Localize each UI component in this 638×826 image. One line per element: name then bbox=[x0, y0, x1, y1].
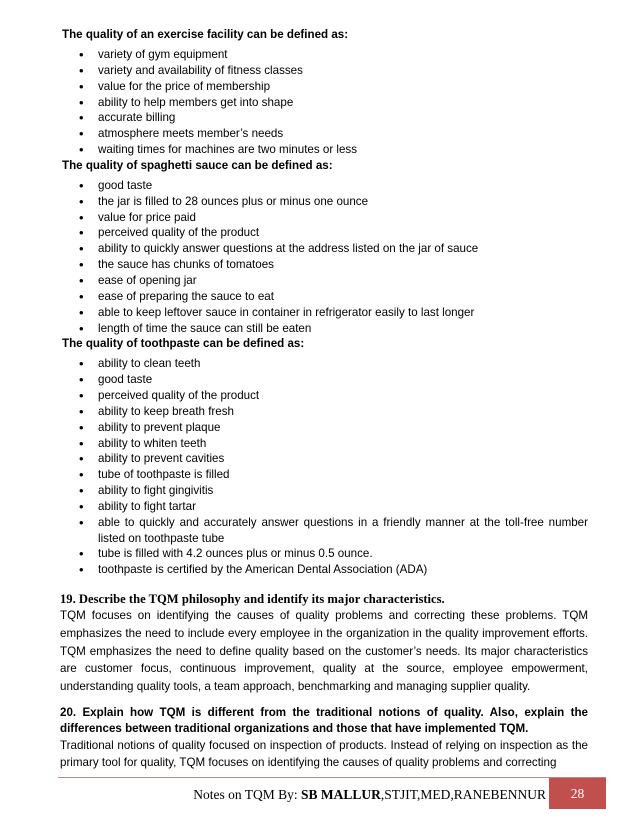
list-item: • variety and availability of fitness classes bbox=[62, 63, 588, 79]
list-item: • tube of toothpaste is filled bbox=[62, 467, 588, 483]
list-item: • ability to fight gingivitis bbox=[62, 483, 588, 499]
list-item: • value for price paid bbox=[62, 210, 588, 226]
section-heading-toothpaste: The quality of toothpaste can be defined as: bbox=[62, 337, 305, 351]
question-19-heading: 19. Describe the TQM philosophy and identify its major characteristics. bbox=[60, 592, 445, 607]
question-20-heading: 20. Explain how TQM is different from the traditional notions of quality. Also, explain the differences between traditional organizations and those that have implemented TQM. bbox=[60, 705, 588, 735]
question-19-answer: TQM focuses on identifying the causes of quality problems and correcting these problems. TQM emphasizes the need to include every employee in the organization in the quality improvement efforts. TQM emphasizes the need to define quality based on the customer’s needs. Its major characteristics are customer focus, continuous improvement, quality at the source, employee empowerment, understanding quality tools, a team approach, benchmarking and managing supplier quality. bbox=[60, 609, 588, 693]
list-item: • variety of gym equipment bbox=[62, 47, 588, 63]
exercise-facility-list bbox=[62, 47, 588, 158]
list-item: • ease of preparing the sauce to eat bbox=[62, 289, 588, 305]
footer-author: SB MALLUR bbox=[300, 787, 381, 802]
footer-credit: Notes on TQM By: SB MALLUR,STJIT,MED,RANEBENNUR bbox=[193, 787, 546, 802]
list-item: • perceived quality of the product bbox=[62, 225, 588, 241]
list-item: • ability to help members get into shape bbox=[62, 95, 588, 111]
list-item: • atmosphere meets member’s needs bbox=[62, 126, 588, 142]
list-item: • ability to prevent cavities bbox=[62, 451, 588, 467]
list-item: • the sauce has chunks of tomatoes bbox=[62, 257, 588, 273]
page-footer bbox=[58, 777, 606, 809]
list-item: • ability to keep breath fresh bbox=[62, 404, 588, 420]
list-item: • able to quickly and accurately answer questions in a friendly manner at the toll-free number listed on toothpaste tube bbox=[62, 515, 588, 547]
list-item: • able to keep leftover sauce in container in refrigerator easily to last longer bbox=[62, 305, 588, 321]
question-20-answer: Traditional notions of quality focused on inspection of products. Instead of relying on inspection as the primary tool for quality, TQM focuses on identifying the causes of quality problems and correcting bbox=[60, 738, 588, 770]
list-item: • ability to prevent plaque bbox=[62, 420, 588, 436]
list-item: • good taste bbox=[62, 372, 588, 388]
section-heading-spaghetti-sauce: The quality of spaghetti sauce can be defined as: bbox=[62, 158, 333, 172]
list-item: • ability to quickly answer questions at the address listed on the jar of sauce bbox=[62, 241, 588, 257]
list-item: • accurate billing bbox=[62, 110, 588, 126]
list-item: • good taste bbox=[62, 178, 588, 194]
list-item: • value for the price of membership bbox=[62, 79, 588, 95]
page-content bbox=[62, 27, 588, 772]
footer-divider bbox=[58, 777, 606, 778]
spaghetti-sauce-list bbox=[62, 178, 588, 336]
page-number: 28 bbox=[549, 778, 606, 809]
list-item: • ability to whiten teeth bbox=[62, 436, 588, 452]
list-item: • length of time the sauce can still be eaten bbox=[62, 321, 588, 337]
list-item: • ability to clean teeth bbox=[62, 356, 588, 372]
list-item: • waiting times for machines are two minutes or less bbox=[62, 142, 588, 158]
list-item: • ability to fight tartar bbox=[62, 499, 588, 515]
section-heading-exercise-facility: The quality of an exercise facility can be defined as: bbox=[62, 28, 349, 41]
toothpaste-list bbox=[62, 356, 588, 578]
list-item: • toothpaste is certified by the American Dental Association (ADA) bbox=[62, 562, 588, 578]
list-item: • ease of opening jar bbox=[62, 273, 588, 289]
list-item: • the jar is filled to 28 ounces plus or minus one ounce bbox=[62, 194, 588, 210]
list-item: • tube is filled with 4.2 ounces plus or minus 0.5 ounce. bbox=[62, 546, 588, 562]
list-item: • perceived quality of the product bbox=[62, 388, 588, 404]
